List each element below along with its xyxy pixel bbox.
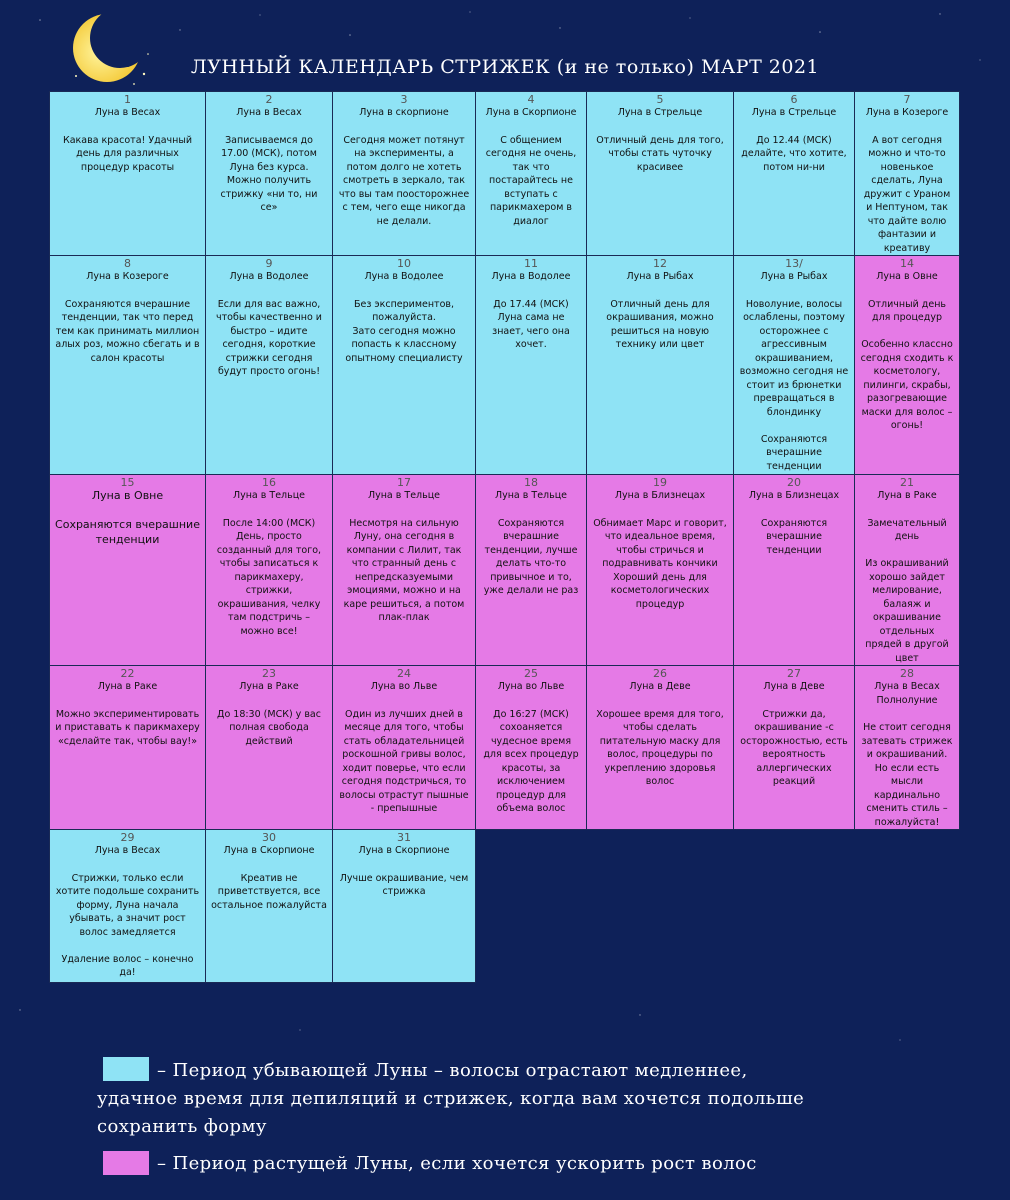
moon-sign: Луна в Весах (94, 107, 161, 118)
moon-sign: Луна в Тельце (367, 490, 441, 501)
day-number: 2 (265, 93, 273, 106)
day-cell (333, 92, 476, 256)
day-advice: А вот сегодня можно и что-то новенькое сделать, Луна дружит с Ураном и Нептуном, так что дайте волю фантазии и креативу (863, 134, 951, 254)
day-cell (50, 92, 206, 256)
day-cell (855, 256, 960, 475)
moon-sign: Луна в Раке (239, 681, 299, 692)
moon-sign: Луна в Близнецах (614, 490, 706, 501)
day-advice: Можно экспериментировать и приставать к парикмахеру «сделайте так, чтобы вау!» (55, 708, 200, 747)
page-title: ЛУННЫЙ КАЛЕНДАРЬ СТРИЖЕК (и не только) МАРТ 2021 (190, 56, 820, 78)
day-advice: Если для вас важно, чтобы качественно и быстро – идите сегодня, короткие стрижки сегодня будут просто огонь! (216, 298, 322, 377)
moon-sign: Луна в Стрельце (751, 107, 837, 118)
day-advice: Записываемся до 17.00 (МСК), потом Луна без курса. Можно получить стрижку «ни то, ни се» (220, 134, 318, 213)
day-number: 24 (397, 667, 411, 680)
day-cell (50, 666, 206, 830)
day-cell (476, 256, 587, 475)
empty-cell (734, 830, 855, 983)
day-cell (855, 92, 960, 256)
moon-sign: Луна в Тельце (232, 490, 306, 501)
legend-waning-swatch (103, 1057, 149, 1081)
day-number: 14 (900, 257, 914, 270)
day-cell (206, 475, 333, 666)
moon-sign: Луна в Водолее (364, 271, 444, 282)
day-number: 30 (262, 831, 276, 844)
day-number: 29 (120, 831, 135, 844)
day-number: 6 (790, 93, 798, 106)
day-cell (206, 256, 333, 475)
moon-sign: Луна во Льве (370, 681, 438, 692)
moon-sign: Луна в Раке (877, 490, 937, 501)
moon-sign: Луна в Водолее (229, 271, 309, 282)
moon-sign: Луна в Весах (236, 107, 302, 118)
day-advice: До 18:30 (МСК) у вас полная свобода действий (217, 708, 321, 747)
day-number: 28 (900, 667, 914, 680)
day-number: 17 (397, 476, 411, 489)
day-number: 4 (527, 93, 535, 106)
day-cell (333, 256, 476, 475)
moon-sign: Луна в Козероге (865, 107, 949, 118)
day-number: 27 (787, 667, 801, 680)
day-cell (476, 475, 587, 666)
day-advice: Обнимает Марс и говорит, что идеальное время, чтобы стричься и подравнивать кончики Хороший день для косметологических процедур (593, 517, 727, 610)
day-number: 23 (262, 667, 276, 680)
day-advice: До 17.44 (МСК) Луна сама не знает, чего она хочет. (492, 298, 570, 350)
day-cell (734, 666, 855, 830)
legend-waning-line2: удачное время для депиляций и стрижек, когда вам хочется подольше (97, 1088, 805, 1109)
moon-sign: Луна в Деве (763, 681, 825, 692)
moon-sign: Луна в Водолее (491, 271, 571, 282)
day-cell (476, 666, 587, 830)
day-number: 21 (900, 476, 914, 489)
day-number: 8 (124, 257, 131, 270)
moon-sign: Луна в Раке (97, 681, 158, 692)
day-advice: Без экспериментов, пожалуйста. Зато сегодня можно попасть к классному опытному специалисту (345, 298, 463, 364)
moon-sign: Луна в Скорпионе (485, 107, 577, 118)
day-cell (587, 475, 734, 666)
empty-cell (855, 830, 960, 983)
day-advice: Сохраняются вчерашние тенденции (760, 517, 828, 556)
day-advice: Хорошее время для того, чтобы сделать питательную маску для волос, процедуры по укреплению здоровья волос (596, 708, 724, 787)
day-cell (206, 666, 333, 830)
day-number: 10 (397, 257, 411, 270)
day-advice: Замечательный день Из окрашиваний хорошо зайдет мелирование, балаяж и окрашивание отдельных прядей в другой цвет (865, 517, 949, 664)
moon-sign: Луна в Стрельце (617, 107, 703, 118)
day-advice: Отличный день для процедур Особенно классно сегодня сходить к косметологу, пилинги, скрабы, разогревающие маски для волос – огонь! (860, 298, 954, 431)
empty-cell (587, 830, 734, 983)
day-number: 5 (656, 93, 664, 106)
legend-waning-line1: – Период убывающей Луны – волосы отрастают медленнее, (157, 1060, 748, 1081)
day-advice: Лучше окрашивание, чем стрижка (339, 872, 469, 897)
day-advice: Несмотря на сильную Луну, она сегодня в компании с Лилит, так что странный день с непредсказуемыми эмоциями, можно и на каре решиться, а потом плак-плак (343, 517, 465, 623)
day-advice: Отличный день для того, чтобы стать чуточку красивее (596, 134, 724, 173)
day-number: 22 (120, 667, 135, 680)
day-number: 12 (653, 257, 667, 270)
day-number: 20 (787, 476, 801, 489)
day-cell (734, 256, 855, 475)
day-number: 25 (524, 667, 538, 680)
moon-sign: Луна в Козероге (86, 271, 169, 282)
day-advice: Сохраняются вчерашние тенденции, лучше делать что-то привычное и то, уже делали не раз (483, 517, 579, 596)
moon-sign: Луна в скорпионе (359, 107, 449, 118)
day-number: 3 (400, 93, 408, 106)
day-cell (50, 475, 206, 666)
day-advice: После 14:00 (МСК) День, просто созданный для того, чтобы записаться к парикмахеру, стрижки, окрашивания, челку там подстричь – можно все! (216, 517, 322, 637)
day-number: 31 (397, 831, 411, 844)
day-advice: До 12.44 (МСК) делайте, что хотите, потом ни-ни (741, 134, 847, 173)
day-number: 11 (524, 257, 538, 270)
day-number: 9 (265, 257, 273, 270)
day-advice: Креатив не приветствуется, все остальное пожалуйста (211, 872, 327, 911)
moon-sign: Луна в Весах (94, 845, 161, 856)
day-cell (206, 830, 333, 983)
legend-waning-line3: сохранить форму (97, 1116, 267, 1137)
moon-sign: Луна в Деве (629, 681, 691, 692)
day-advice: Отличный день для окрашивания, можно решиться на новую технику или цвет (606, 298, 714, 350)
crescent-moon-icon (62, 4, 152, 94)
day-advice: Стрижки, только если хотите подольше сохранить форму, Луна начала убывать, а значит рост волос замедляется Удаление волос – конечно да! (55, 872, 200, 978)
day-cell (333, 830, 476, 983)
day-advice: Какава красота! Удачный день для различных процедур красоты (62, 134, 193, 173)
day-cell (734, 92, 855, 256)
day-cell (855, 475, 960, 666)
moon-sign: Луна в Овне (876, 271, 938, 282)
day-number: 15 (120, 476, 135, 489)
day-advice: Новолуние, волосы ослаблены, поэтому осторожнее с агрессивным окрашиванием, возможно сегодня не стоит из брюнетки превращаться в блондинку Сохраняются вчерашние тенденции (739, 298, 849, 472)
day-number: 7 (903, 93, 911, 106)
day-number: 13/ (785, 257, 803, 270)
day-advice: Стрижки да, окрашивание -с осторожностью, есть вероятность аллергических реакций (740, 708, 848, 787)
day-number: 18 (524, 476, 538, 489)
day-cell (206, 92, 333, 256)
day-cell (587, 92, 734, 256)
day-advice: До 16:27 (МСК) сохоаняется чудесное время для всех процедур красоты, за исключением процедур для объема волос (483, 708, 579, 814)
moon-sign: Луна в Тельце (494, 490, 568, 501)
day-number: 26 (653, 667, 667, 680)
day-advice: Сегодня может потянут на эксперименты, а потом долго не хотеть смотреть в зеркало, так что вы там поосторожнее с тем, чего еще никогда не делали. (338, 134, 470, 227)
day-cell (333, 475, 476, 666)
day-cell (587, 256, 734, 475)
day-cell (333, 666, 476, 830)
moon-sign: Луна в Весах Полнолуние (874, 681, 940, 706)
day-number: 19 (653, 476, 667, 489)
calendar-grid (49, 91, 960, 983)
moon-sign: Луна во Льве (497, 681, 565, 692)
day-cell (734, 475, 855, 666)
moon-sign: Луна в Близнецах (748, 490, 840, 501)
day-number: 1 (124, 93, 131, 106)
moon-sign: Луна в Скорпионе (358, 845, 450, 856)
day-number: 16 (262, 476, 276, 489)
day-advice: С общением сегодня не очень, так что постарайтесь не вступать с парикмахером в диалог (485, 134, 577, 227)
moon-sign: Луна в Скорпионе (223, 845, 315, 856)
day-advice: Один из лучших дней в месяце для того, чтобы стать обладательницей роскошной гривы волос, ходит поверье, что если сегодня подстричься, то волосы отрастут пышные - препышные (339, 708, 469, 814)
empty-cell (476, 830, 587, 983)
moon-sign: Луна в Рыбах (760, 271, 828, 282)
day-advice: Сохраняются вчерашние тенденции, так что перед тем как принимать миллион алых роз, можно сбегать и в салон красоты (55, 298, 200, 364)
legend-waxing-line1: – Период растущей Луны, если хочется ускорить рост волос (157, 1153, 757, 1174)
day-advice: Сохраняются вчерашние тенденции (55, 517, 200, 546)
day-advice: Не стоит сегодня затевать стрижек и окрашиваний. Но если есть мысли кардинально сменить стиль – пожалуйста! (861, 722, 953, 828)
moon-sign: Луна в Рыбах (626, 271, 694, 282)
day-cell (855, 666, 960, 830)
moon-sign: Луна в Овне (91, 489, 164, 502)
day-cell (50, 256, 206, 475)
legend-waxing-swatch (103, 1151, 149, 1175)
day-cell (50, 830, 206, 983)
day-cell (587, 666, 734, 830)
day-cell (476, 92, 587, 256)
